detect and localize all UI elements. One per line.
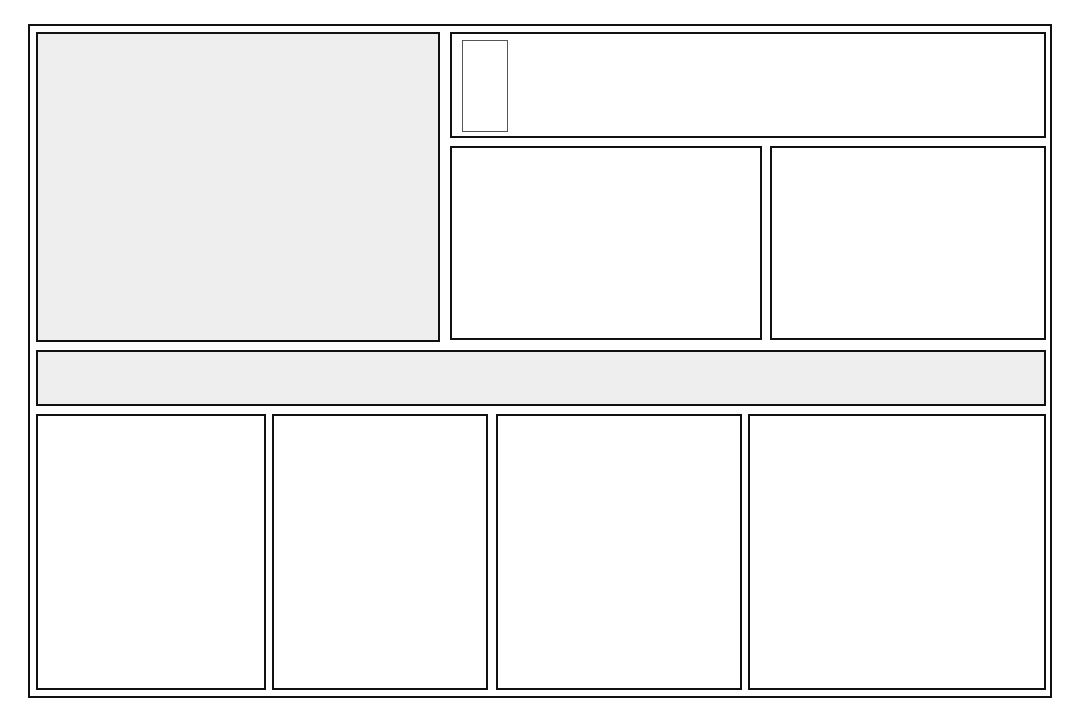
analysis-panel xyxy=(36,414,266,690)
info-panel xyxy=(450,146,762,340)
banner-strip xyxy=(36,350,1046,406)
title-panel xyxy=(450,32,1046,138)
poem-panel xyxy=(272,414,488,690)
illustration-panel xyxy=(748,414,1046,690)
treasure-panel xyxy=(496,414,742,690)
number-panel xyxy=(770,146,1046,340)
photo-panel xyxy=(36,32,440,342)
title-side-box xyxy=(462,40,508,132)
